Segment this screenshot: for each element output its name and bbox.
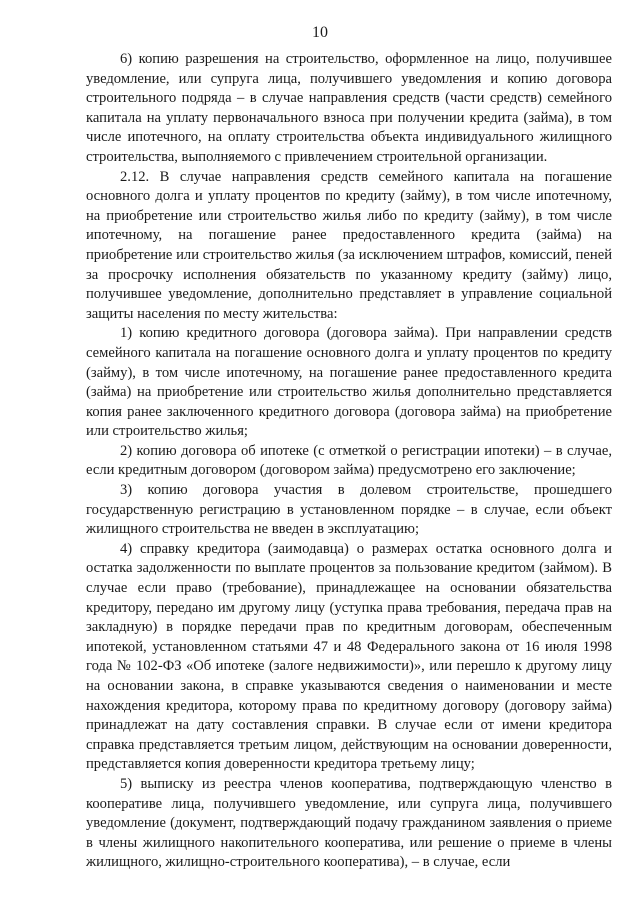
document-body	[86, 50, 612, 873]
page-number: 10	[312, 24, 328, 41]
paragraph-item-5: 5) выписку из реестра членов кооператива, подтверждающую членство в кооперативе лица, получившего уведомление, или супруга лица, получившего уведомление (документ, подтверждающий подачу гражданином заявления о приеме в члены жилищного накопительного кооператива, или решение о приеме в члены жилищного, жилищно-строительного кооператива), – в случае, если	[86, 775, 612, 871]
paragraph-item-2: 2) копию договора об ипотеке (с отметкой о регистрации ипотеки) – в случае, если кредитным договором (договором займа) предусмотрено его заключение;	[86, 442, 612, 479]
paragraph-item-3: 3) копию договора участия в долевом строительстве, прошедшего государственную регистрацию в установленном порядке – в случае, если объект жилищного строительства не введен в эксплуатацию;	[86, 482, 612, 538]
paragraph-item-1: 1) копию кредитного договора (договора займа). При направлении средств семейного капитала на погашение основного долга и уплату процентов по кредиту (займу), в том числе ипотечному, на погашение ранее предоставленного кредита (займа) на приобретение или строительство жилья дополнительно представляется копия ранее заключенного кредитного договора (договора займа) на приобретение или строительство жилья;	[86, 325, 612, 440]
paragraph-section-2-12: 2.12. В случае направления средств семейного капитала на погашение основного долга и уплату процентов по кредиту (займу), в том числе ипотечному, на приобретение или строительство жилья либо по кредиту (займу), в том числе ипотечному, на погашение ранее предоставленного кредита (займа) на приобретение или строительство жилья (за исключением штрафов, комиссий, пеней за просрочку исполнения обязательств по указанному кредиту (займу) лицо, получившее уведомление, дополнительно представляет в управление социальной защиты населения по месту жительства:	[86, 168, 612, 322]
paragraph-item-6: 6) копию разрешения на строительство, оформленное на лицо, получившее уведомление, или супруга лица, получившего уведомления и копию договора строительного подряда – в случае направления средств (части средств) семейного капитала на уплату первоначального взноса при получении кредита (займа), в том числе ипотечного, на оплату строительства объекта индивидуального жилищного строительства, выполняемого с привлечением строительной организации.	[86, 51, 612, 165]
paragraph-item-4: 4) справку кредитора (заимодавца) о размерах остатка основного долга и остатка задолженности по выплате процентов за пользование кредитом (займом). В случае если право (требование), принадлежащее на основании обязательства кредитору, передано им другому лицу (уступка права требования, передача прав на закладную) в порядке передачи прав по кредитным договорам, обеспеченным ипотекой, установленном статьями 47 и 48 Федерального закона от 16 июля 1998 года № 102-ФЗ «Об ипотеке (залоге недвижимости)», или перешло к другому лицу на основании закона, в справке указываются сведения о наименовании и месте нахождения кредитора, которому права по кредитному договору (договору займа) принадлежат на дату составления справки. В случае если от имени кредитора справка представляется третьим лицом, действующим на основании доверенности, представляется копия доверенности кредитора третьему лицу;	[86, 540, 612, 773]
